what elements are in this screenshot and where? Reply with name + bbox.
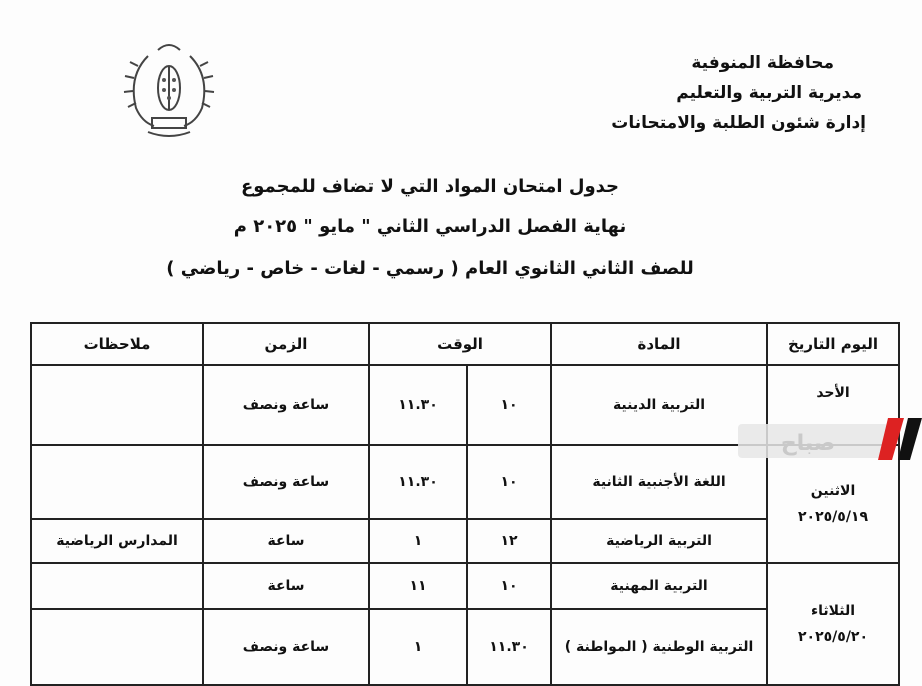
notes-cell xyxy=(31,609,203,685)
ministry-emblem-icon xyxy=(108,36,230,140)
governorate-label: محافظة المنوفية xyxy=(691,53,834,73)
time-from-cell: ١٠ xyxy=(467,563,551,609)
subject-cell: التربية الوطنية ( المواطنة ) xyxy=(551,609,767,685)
day-date: ٢٠٢٥/٥/١٩ xyxy=(797,509,869,525)
notes-cell xyxy=(31,563,203,609)
exam-schedule-table xyxy=(30,322,900,686)
duration-cell: ساعة ونصف xyxy=(203,365,369,445)
time-to-cell: ١١ xyxy=(369,563,467,609)
time-to-cell: ١١.٣٠ xyxy=(369,365,467,445)
day-name: الأحد xyxy=(816,385,850,401)
time-from-cell: ١١.٣٠ xyxy=(467,609,551,685)
time-from-cell: ١٢ xyxy=(467,519,551,563)
subject-cell: التربية المهنية xyxy=(551,563,767,609)
time-to-cell: ١١.٣٠ xyxy=(369,445,467,519)
time-to-cell: ١ xyxy=(369,519,467,563)
notes-cell xyxy=(31,365,203,445)
time-from-cell: ١٠ xyxy=(467,365,551,445)
subject-cell: اللغة الأجنبية الثانية xyxy=(551,445,767,519)
document-title: جدول امتحان المواد التي لا تضاف للمجموع xyxy=(240,176,620,197)
duration-cell: ساعة ونصف xyxy=(203,609,369,685)
document-grade-line: للصف الثاني الثانوي العام ( رسمي - لغات - خاص - رياضي ) xyxy=(166,258,694,279)
duration-cell: ساعة xyxy=(203,519,369,563)
time-from-cell: ١٠ xyxy=(467,445,551,519)
header-duration: الزمن xyxy=(203,323,369,365)
watermark-text: صباح xyxy=(780,431,836,456)
day-cell-tuesday xyxy=(767,563,899,685)
duration-cell: ساعة xyxy=(203,563,369,609)
header-time: الوقت xyxy=(369,323,551,365)
table-row xyxy=(31,563,899,609)
header-notes: ملاحظات xyxy=(31,323,203,365)
time-to-cell: ١ xyxy=(369,609,467,685)
duration-cell: ساعة ونصف xyxy=(203,445,369,519)
subject-cell: التربية الرياضية xyxy=(551,519,767,563)
directorate-label: مديرية التربية والتعليم xyxy=(676,83,862,103)
newspaper-watermark-logo xyxy=(738,410,922,466)
header-subject: المادة xyxy=(551,323,767,365)
day-date: ٢٠٢٥/٥/٢٠ xyxy=(797,629,869,645)
subject-cell: التربية الدينية xyxy=(551,365,767,445)
document-subtitle: نهاية الفصل الدراسي الثاني " مايو " ٢٠٢٥ م xyxy=(233,216,627,237)
notes-cell: المدارس الرياضية xyxy=(31,519,203,563)
notes-cell xyxy=(31,445,203,519)
day-name: الاثنين xyxy=(810,483,856,499)
day-name: الثلاثاء xyxy=(810,603,856,619)
header-day-date: اليوم التاريخ xyxy=(767,323,899,365)
header-block xyxy=(611,48,866,138)
table-header-row xyxy=(31,323,899,365)
department-label: إدارة شئون الطلبة والامتحانات xyxy=(611,113,866,133)
